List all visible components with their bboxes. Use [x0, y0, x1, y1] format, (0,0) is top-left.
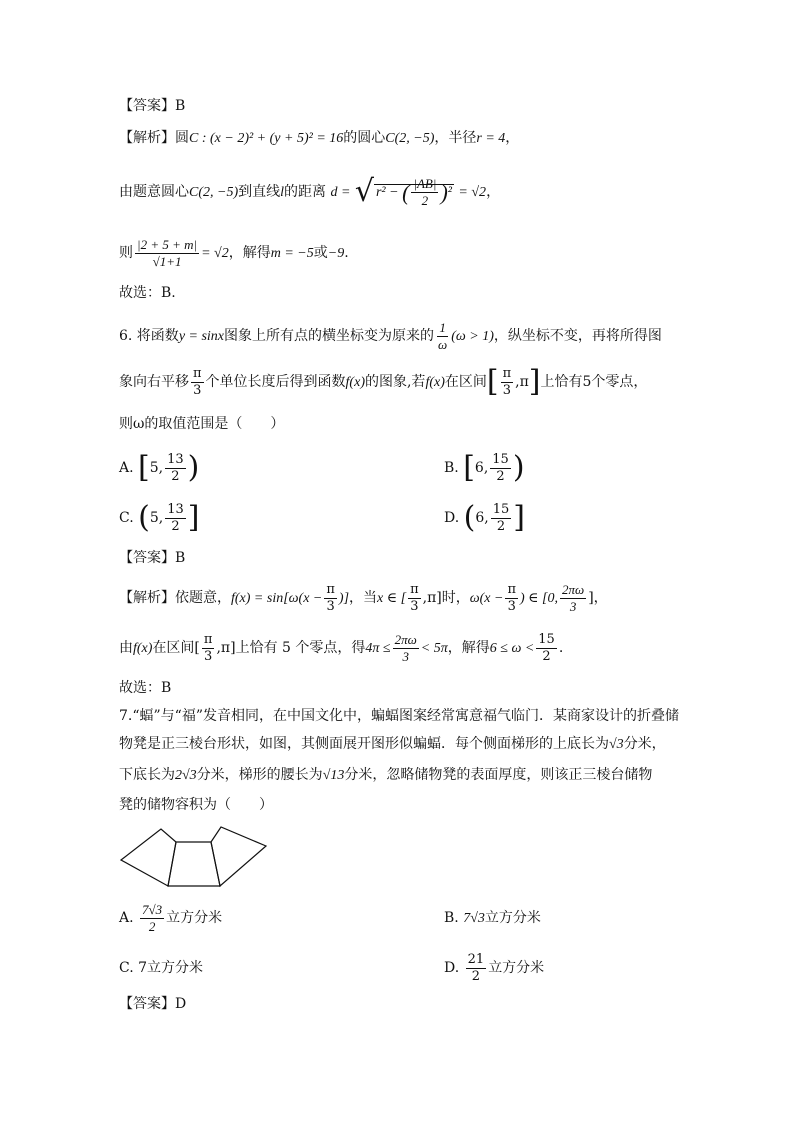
option-label: A. — [119, 460, 134, 476]
text: ， — [593, 590, 608, 606]
text: 分米，忽略储物凳的表面厚度，则该正三棱台储物 — [344, 767, 653, 783]
q7-option-a[interactable] — [119, 900, 222, 936]
option-value: 7√3 — [463, 911, 485, 926]
q7-answer-line — [119, 994, 186, 1014]
analysis-tag: 【解析】 — [119, 590, 175, 606]
q5-analysis-line2 — [119, 172, 500, 213]
q7-option-c[interactable] — [119, 950, 203, 986]
bracket: ( — [138, 500, 150, 535]
fraction-denominator: 3 — [402, 648, 409, 664]
text: 上恰有5个零点， — [540, 374, 648, 390]
ab-length: |AB| — [413, 176, 437, 192]
text: 的圆心 — [343, 130, 386, 146]
circle-radius: r = 4 — [476, 131, 506, 146]
q5-analysis-line3 — [119, 236, 349, 271]
circle-center: C(2, −5) — [189, 185, 239, 200]
unit: 立方分米 — [488, 960, 545, 976]
text: 由题意圆心 — [119, 184, 189, 200]
option-label: B. — [444, 460, 459, 476]
sqrt-value: 2√3 — [175, 768, 197, 783]
fraction-denominator: 3 — [569, 598, 577, 614]
option-label: D. — [444, 960, 460, 976]
text: ，当 — [349, 590, 378, 606]
distance-rhs: = √2 — [458, 185, 487, 200]
fraction-denominator: 3 — [502, 382, 511, 398]
answer-value: B — [175, 550, 186, 566]
q6-option-a[interactable] — [119, 450, 199, 486]
text: 分米，梯形的腰长为 — [196, 767, 323, 783]
fraction-numerator: 13 — [167, 451, 184, 467]
fraction-numerator: 2πω — [562, 581, 585, 597]
bracket: ] — [588, 590, 594, 606]
fraction-denominator: 2 — [496, 468, 505, 484]
fraction-denominator: 2 — [542, 648, 551, 664]
distance-lhs: d = — [330, 185, 351, 200]
fraction-numerator: 13 — [167, 501, 184, 517]
circle-center: C(2, −5) — [385, 131, 435, 146]
option-lower: 5, — [149, 510, 164, 526]
q7-stem-line4: 凳的储物容积为（ ） — [119, 797, 273, 813]
q7-option-d[interactable] — [444, 950, 544, 986]
option-label: D. — [444, 510, 460, 526]
q6-answer-line — [119, 548, 185, 568]
text: 6. 将函数 — [119, 328, 179, 344]
unit: 立方分米 — [166, 910, 223, 926]
line-l: l — [280, 185, 284, 200]
unit: 立方分米 — [484, 910, 541, 926]
text: 象向右平移 — [119, 374, 189, 390]
q7-option-b[interactable] — [444, 900, 541, 937]
text: 下底长为 — [119, 767, 175, 783]
fraction-denominator: ω — [438, 336, 448, 352]
q6-option-b[interactable] — [444, 450, 525, 486]
fraction-numerator: π — [507, 581, 517, 597]
option-label: C. — [119, 960, 134, 976]
fraction-denominator: 3 — [410, 598, 419, 614]
fraction-numerator: 15 — [492, 501, 510, 517]
result-m: m = −5 — [270, 246, 314, 261]
unit: 立方分米 — [147, 960, 204, 976]
q6-option-c[interactable] — [119, 500, 199, 536]
bracket: ) — [187, 450, 200, 485]
inequality: < 5π — [420, 641, 448, 656]
text: ，纵坐标不变，再将所得图 — [493, 328, 662, 344]
text: . — [344, 245, 349, 261]
bracket: ) — [512, 450, 525, 485]
condition: (ω > 1) — [451, 329, 494, 344]
fraction-numerator: 21 — [467, 951, 485, 967]
equation: = √2 — [201, 246, 229, 261]
text: 时， — [441, 590, 470, 606]
fraction-numerator: 15 — [492, 451, 509, 467]
q6-option-d[interactable] — [444, 500, 525, 536]
text: ， — [505, 130, 520, 146]
fraction-denominator: 2 — [171, 468, 180, 484]
q7-stem-line3 — [119, 765, 652, 786]
q7-stem-line2 — [119, 734, 666, 755]
equation: f(x) = sin[ω(x − — [231, 591, 323, 606]
fraction-numerator: |2 + 5 + m| — [137, 236, 198, 252]
bracket: [ — [463, 450, 475, 485]
text: 个单位长度后得到函数 — [205, 374, 346, 390]
result: 6 ≤ ω < — [489, 641, 535, 656]
text: . — [558, 640, 564, 656]
fraction-denominator: 2 — [496, 518, 506, 534]
fraction-numerator: 1 — [439, 319, 446, 335]
radical-sign: √ — [354, 174, 374, 209]
text: 在区间[ — [152, 640, 200, 656]
text: 图象上所有点的横坐标变为原来的 — [224, 328, 435, 344]
option-label: A. — [119, 910, 134, 926]
answer-tag: 【答案】 — [119, 550, 175, 566]
text: ，半径 — [434, 130, 477, 146]
option-label: B. — [444, 910, 459, 926]
option-value: 7 — [138, 960, 148, 976]
interval-end: ,π] — [216, 640, 236, 656]
equation: )] — [338, 591, 350, 606]
fraction-numerator: π — [326, 581, 335, 597]
text: 的图象,若 — [364, 374, 426, 390]
sqrt-value: √3 — [609, 737, 624, 752]
fraction-numerator: 7√3 — [142, 901, 163, 917]
fraction-numerator: 2πω — [394, 631, 417, 647]
q6-stem-line1 — [119, 318, 662, 355]
fraction-denominator: 2 — [148, 918, 156, 934]
q7-stem-line1: 7.“蝠”与“福”发音相同，在中国文化中，蝙蝠图案经常寓意福气临门．某商家设计的折叠储 — [119, 708, 679, 724]
q5-conclusion: 故选：B. — [119, 285, 176, 301]
text: 或 — [313, 245, 328, 261]
left-wing-trapezoid — [121, 829, 176, 886]
answer-tag: 【答案】 — [119, 98, 175, 114]
text: 圆 — [175, 130, 189, 146]
text: ，解得 — [228, 245, 271, 261]
function-f: f(x) — [345, 375, 365, 390]
bat-unfold-figure — [118, 822, 268, 890]
text: 依题意， — [175, 590, 231, 606]
interval-end: ,π] — [422, 590, 442, 606]
radical-body: r² − ( $\frac{|AB|}{2}$ )² — [375, 176, 452, 209]
function-f: f(x) — [425, 375, 445, 390]
bracket: [ — [138, 450, 150, 485]
q6-stem-line3: 则ω的取值范围是（ ） — [119, 416, 285, 432]
text: ， — [486, 184, 501, 200]
option-lower: 5, — [149, 460, 164, 476]
fraction-numerator: π — [193, 365, 202, 381]
text: 由 — [119, 640, 133, 656]
q5-answer-line — [119, 96, 185, 116]
right-wing-trapezoid — [211, 827, 266, 886]
q6-stem-line2: 象向右平移 $\frac{\pi}{3}$ 个单位长度后得到函数f(x)的图象,若f(x)在区间[ $\frac{\pi}{3}$ ,π]上恰有5个零点， — [119, 364, 648, 399]
fraction-denominator: 2 — [471, 968, 481, 984]
text: 在区间 — [444, 374, 487, 390]
q6-analysis-line1 — [119, 580, 608, 617]
bracket: ( — [463, 500, 476, 535]
q6-conclusion: 故选：B — [119, 680, 172, 696]
function-f: f(x) — [133, 641, 153, 656]
option-lower: 6, — [475, 510, 489, 526]
inequality: 4π ≤ — [365, 641, 391, 656]
option-label: C. — [119, 510, 134, 526]
text: 则 — [119, 245, 133, 261]
text: 的距离 — [284, 184, 326, 200]
result-m2: −9 — [327, 246, 345, 261]
fraction-denominator: √1+1 — [152, 253, 182, 269]
answer-value: D — [175, 996, 187, 1012]
text: 物凳是正三棱台形状，如图，其侧面展开图形似蝙蝠．每个侧面梯形的上底长为 — [119, 736, 609, 752]
q6-analysis-line2 — [119, 630, 563, 667]
option-lower: 6, — [474, 460, 489, 476]
fraction-numerator: 15 — [538, 631, 555, 647]
expr: ) ∈ [0, — [520, 591, 558, 606]
analysis-tag: 【解析】 — [119, 130, 175, 146]
text: 上恰有 5 个零点，得 — [235, 640, 366, 656]
circle-equation: C : (x − 2)² + (y + 5)² = 16 — [189, 131, 344, 146]
fraction-denominator: 3 — [326, 598, 335, 614]
bracket: ] — [513, 500, 525, 535]
interval-end: ,π — [515, 374, 529, 390]
q5-analysis-line1 — [119, 128, 519, 149]
fraction-denominator: 3 — [193, 382, 202, 398]
two: 2 — [421, 193, 429, 209]
answer-value: B — [175, 98, 186, 114]
fraction-numerator: π — [410, 581, 419, 597]
fraction-denominator: 3 — [204, 648, 213, 664]
sqrt-value: √13 — [322, 768, 345, 783]
function: y = sinx — [178, 329, 225, 344]
set-expr: x ∈ [ — [377, 591, 407, 606]
answer-tag: 【答案】 — [119, 996, 175, 1012]
expr: ω(x − — [469, 591, 504, 606]
text: 分米， — [623, 736, 666, 752]
text: 到直线 — [238, 184, 281, 200]
fraction-denominator: 3 — [507, 598, 516, 614]
text: ，解得 — [447, 640, 490, 656]
fraction-denominator: 2 — [171, 518, 180, 534]
bracket: ] — [187, 500, 200, 535]
fraction-numerator: π — [502, 365, 512, 381]
fraction-numerator: π — [203, 631, 213, 647]
